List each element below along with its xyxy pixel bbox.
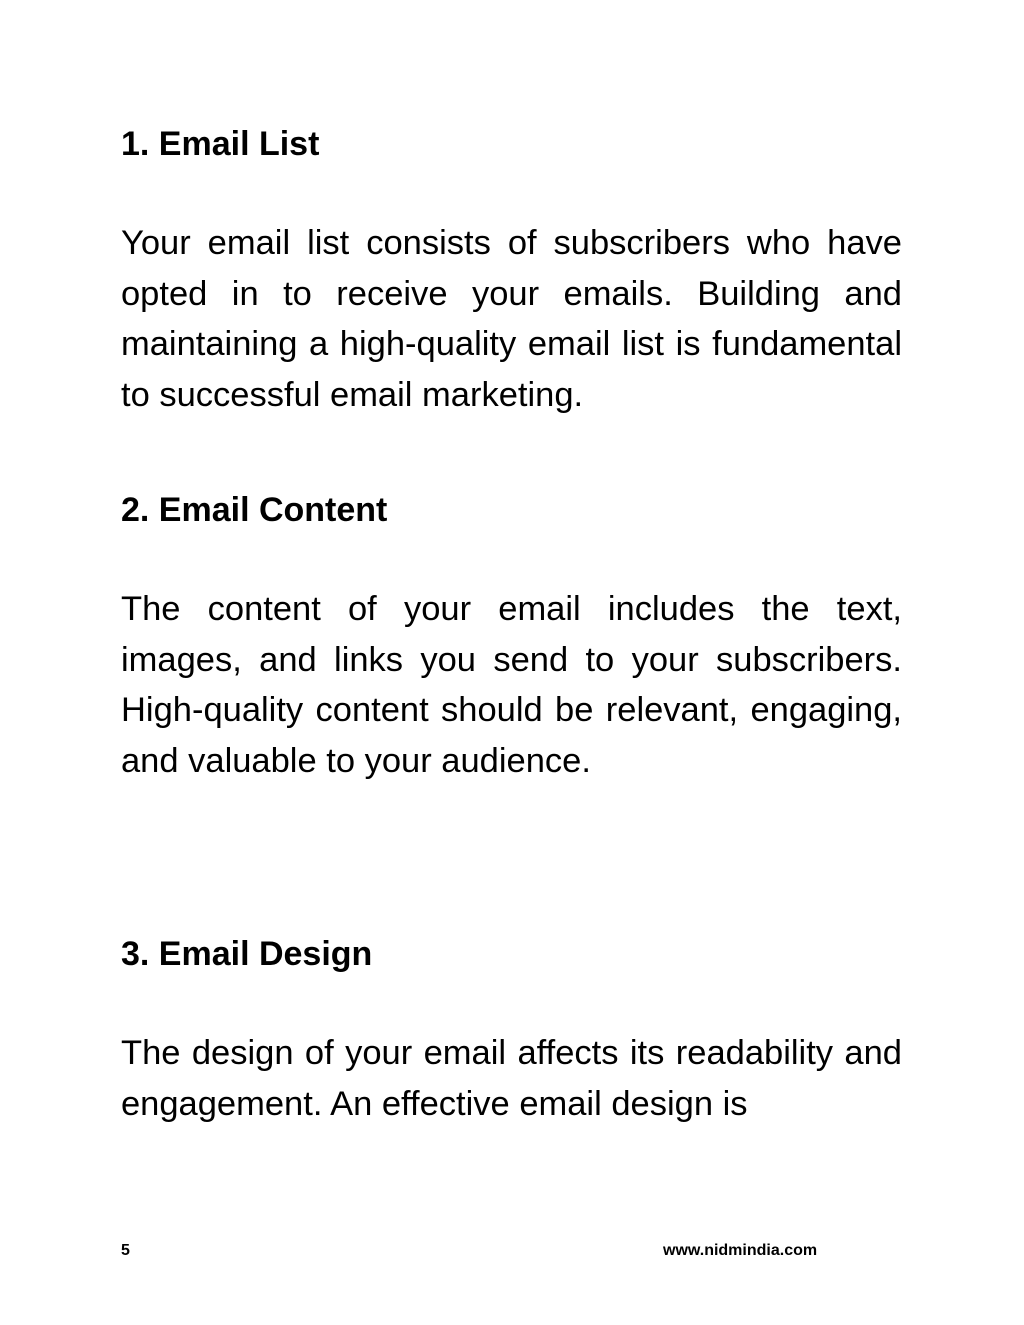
section-body-email-design: The design of your email affects its readability and engagement. An effective email design is xyxy=(121,1034,902,1123)
section-heading-email-list: 1. Email List xyxy=(121,125,320,163)
section-body-email-list: Your email list consists of subscribers who have opted in to receive your emails. Building and maintaining a high-quality email list is fundamental to successful email marketing. xyxy=(121,224,902,414)
footer-website: www.nidmindia.com xyxy=(663,1242,818,1259)
page-number: 5 xyxy=(121,1242,130,1259)
section-heading-email-design: 3. Email Design xyxy=(121,935,373,973)
section-body-email-content: The content of your email includes the text, images, and links you send to your subscribers. High-quality content should be relevant, engaging, and valuable to your audience. xyxy=(121,590,902,780)
section-heading-email-content: 2. Email Content xyxy=(121,491,388,529)
